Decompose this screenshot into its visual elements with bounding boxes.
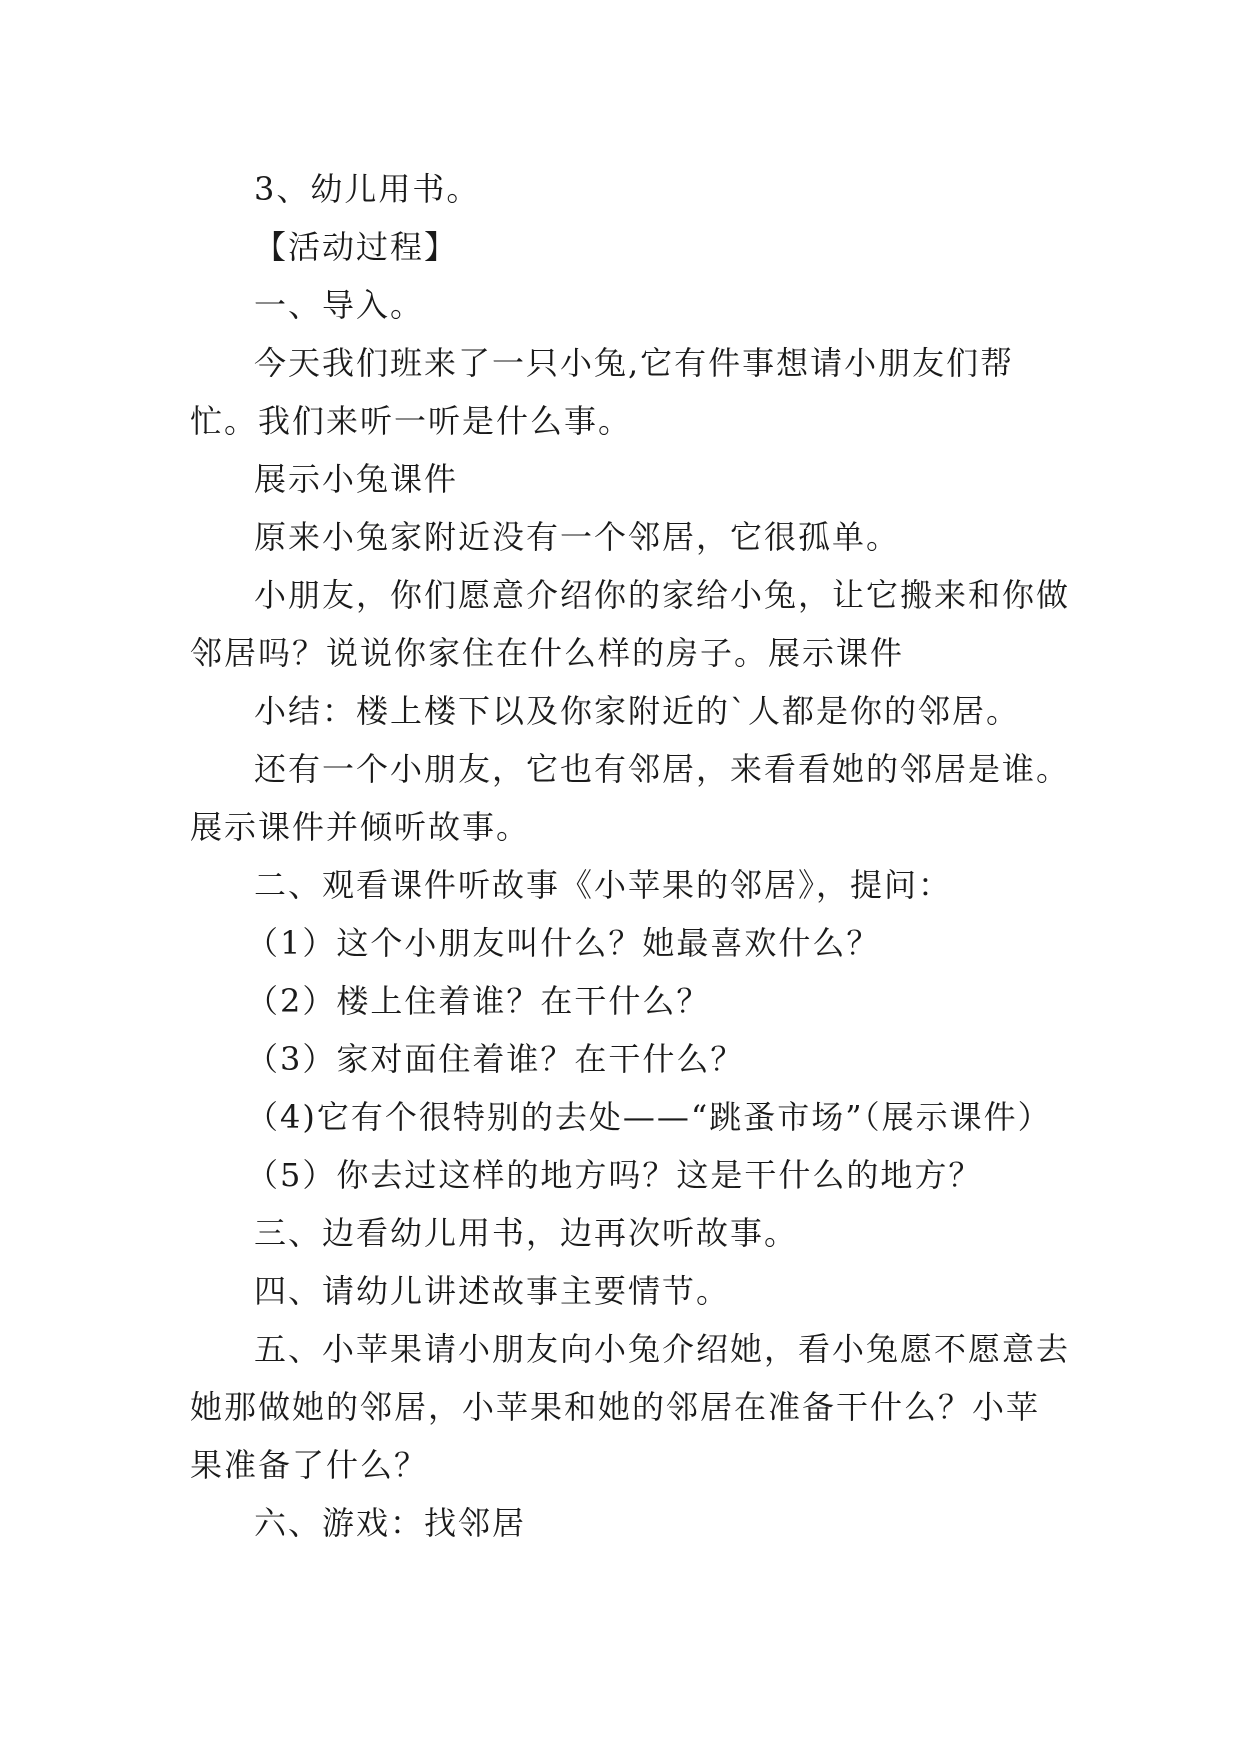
step-5-paragraph: 五、小苹果请小朋友向小兔介绍她，看小兔愿不愿意去她那做她的邻居，小苹果和她的邻居在准备干什么？小苹果准备了什么？ [190, 1330, 1071, 1484]
step-2-heading: 二、观看课件听故事《小苹果的邻居》，提问： [254, 866, 953, 904]
question-3: （3）家对面住着谁？在干什么？ [246, 1040, 745, 1078]
step-1-heading: 一、导入。 [254, 286, 425, 324]
step-3-paragraph: 三、边看幼儿用书，边再次听故事。 [254, 1214, 799, 1252]
question-2: （2）楼上住着谁？在干什么？ [246, 982, 711, 1020]
step-6-paragraph: 六、游戏：找邻居 [254, 1504, 527, 1542]
question-5: （5）你去过这样的地方吗？这是干什么的地方？ [246, 1156, 983, 1194]
step-4-paragraph: 四、请幼儿讲述故事主要情节。 [254, 1272, 731, 1310]
section-heading-activity-process: 【活动过程】 [254, 228, 459, 266]
introduce-home-paragraph: 小朋友，你们愿意介绍你的家给小兔，让它搬来和你做邻居吗？说说你家住在什么样的房子。展示课件 [190, 576, 1071, 672]
materials-item-3: 3、幼儿用书。 [254, 170, 481, 208]
another-child-paragraph: 还有一个小朋友，它也有邻居，来看看她的邻居是谁。展示课件并倾听故事。 [190, 750, 1071, 846]
show-rabbit-courseware: 展示小兔课件 [254, 460, 459, 498]
summary-paragraph: 小结：楼上楼下以及你家附近的`人都是你的邻居。 [254, 692, 1021, 730]
document-page [190, 160, 1070, 1552]
rabbit-lonely-paragraph: 原来小兔家附近没有一个邻居，它很孤单。 [254, 518, 901, 556]
question-1: （1）这个小朋友叫什么？她最喜欢什么？ [246, 924, 881, 962]
intro-paragraph: 今天我们班来了一只小兔,它有件事想请小朋友们帮忙。我们来听一听是什么事。 [190, 344, 1015, 440]
question-4: （4)它有个很特别的去处——“跳蚤市场”（展示课件） [246, 1098, 1052, 1136]
